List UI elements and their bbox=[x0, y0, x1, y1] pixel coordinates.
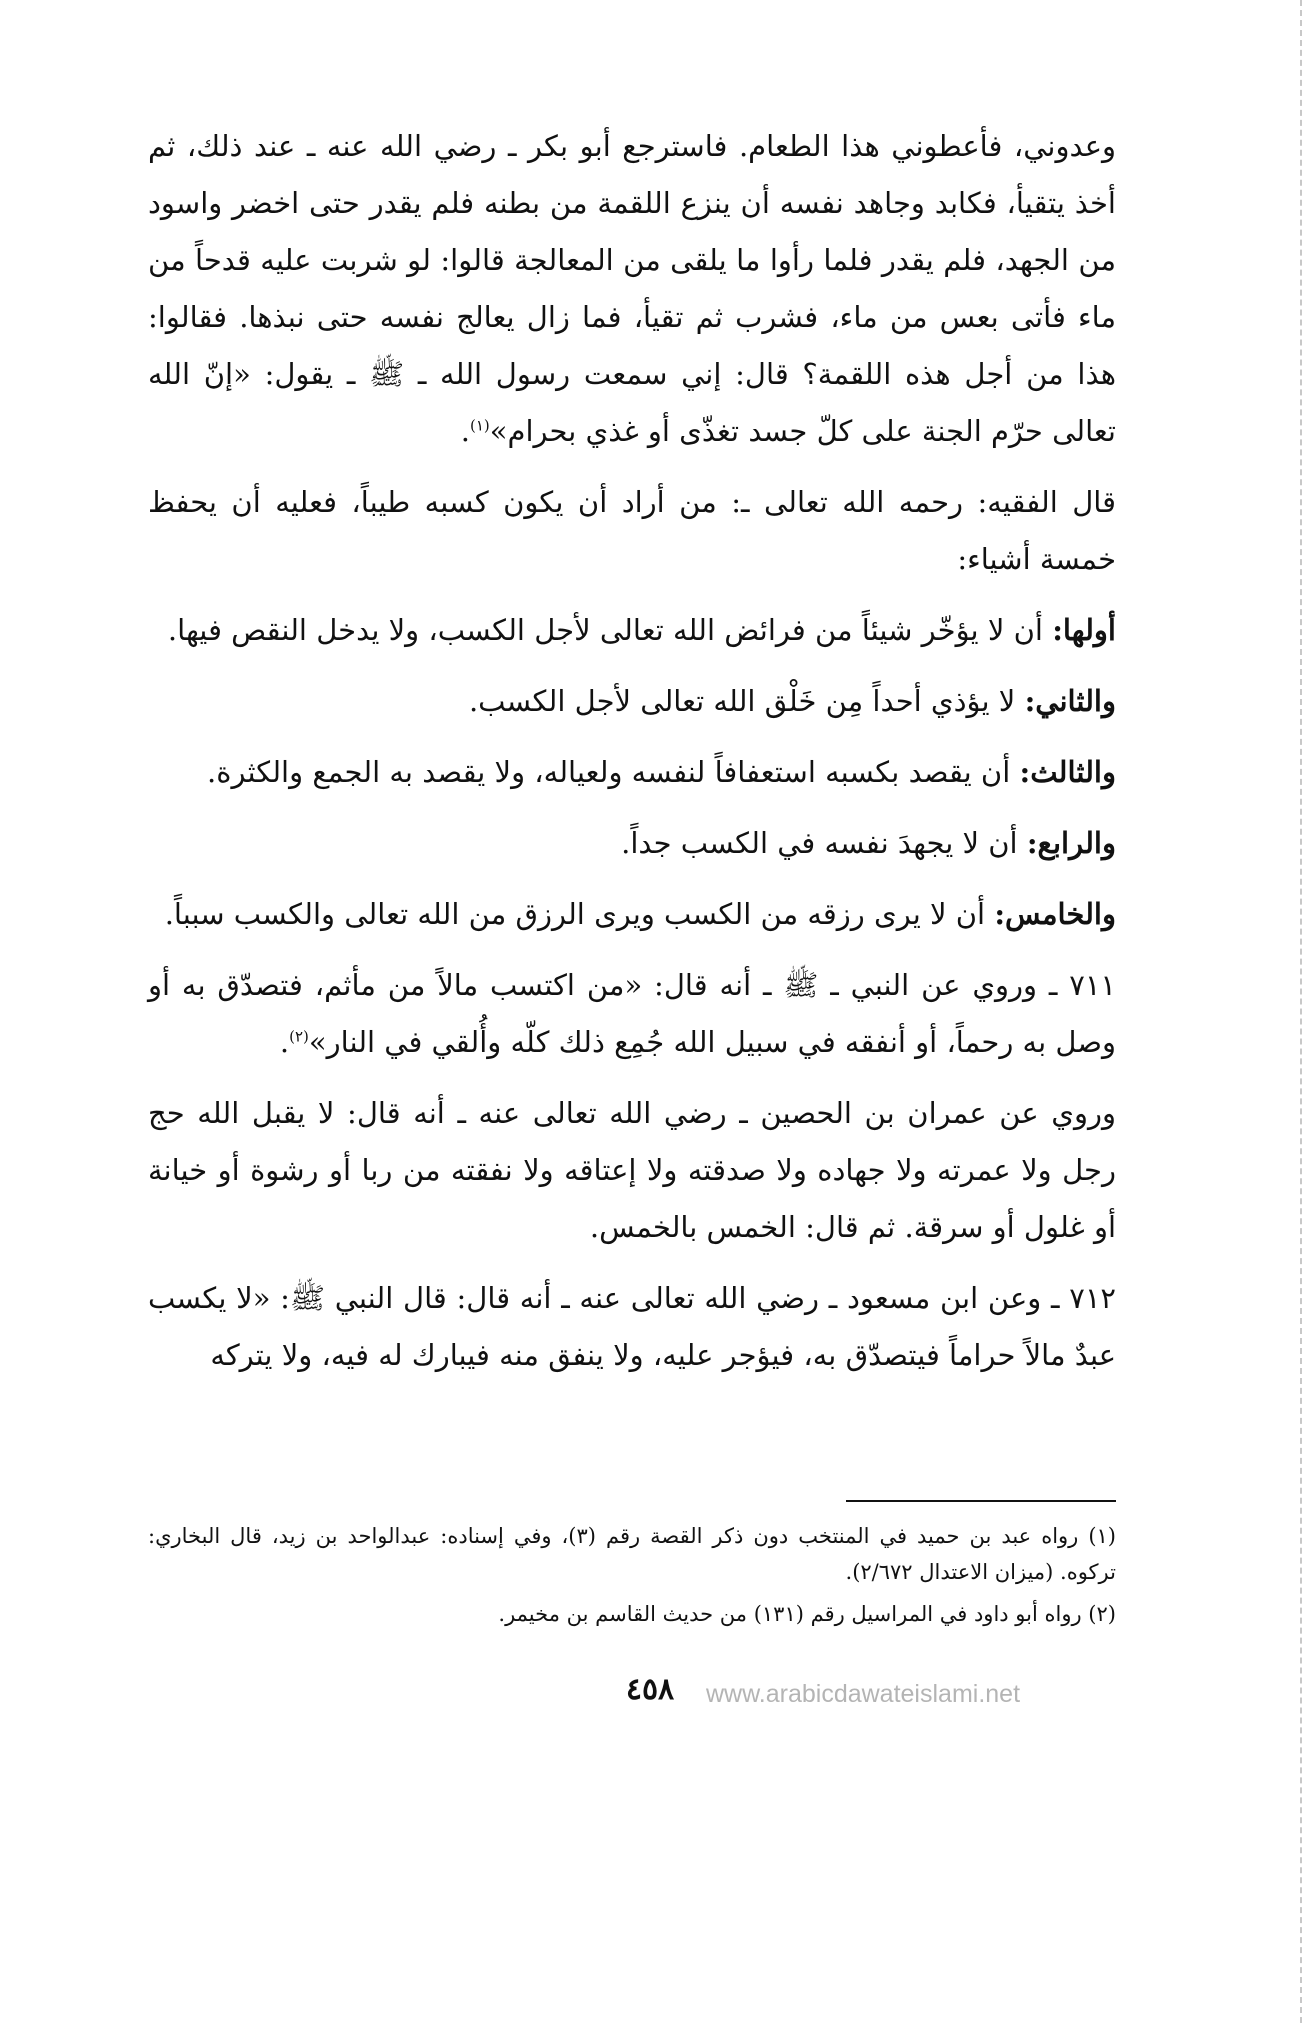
paragraph-3-text: أن لا يؤخّر شيئاً من فرائض الله تعالى لأجل الكسب، ولا يدخل النقص فيها. bbox=[167, 613, 1053, 647]
paragraph-1-end: . bbox=[460, 414, 470, 448]
scan-edge-line bbox=[1300, 0, 1302, 2023]
paragraph-7-text: أن لا يرى رزقه من الكسب ويرى الرزق من الله تعالى والكسب سبباً. bbox=[164, 897, 995, 931]
paragraph-1 bbox=[148, 118, 1116, 460]
watermark-url: www.arabicdawateislami.net bbox=[706, 1680, 1021, 1708]
paragraph-4 bbox=[148, 673, 1116, 730]
footnotes bbox=[148, 1518, 1116, 1638]
paragraph-10: ٧١٢ ـ وعن ابن مسعود ـ رضي الله تعالى عنه ـ أنه قال: قال النبي ﷺ: «لا يكسب عبدٌ مالاً حراماً فيتصدّق به، فيؤجر عليه، ولا ينفق منه فيبارك له فيه، ولا يتركه bbox=[148, 1281, 1116, 1372]
paragraph-1-text: وعدوني، فأعطوني هذا الطعام. فاسترجع أبو بكر ـ رضي الله عنه ـ عند ذلك، ثم أخذ يتقيأ، فكابد وجاهد نفسه أن ينزع اللقمة من بطنه فلم يقدر حتى اخضر واسود من الجهد، فلم يقدر فلما رأوا ما يلقى من المعالجة قالوا: لو شربت عليه قدحاً من ماء فأتى بعس من ماء، فشرب ثم تقيأ، فما زال يعالج نفسه حتى نبذها. فقالوا: هذا من أجل هذه اللقمة؟ قال: إني سمعت رسول الله ـ ﷺ ـ يقول: «إنّ الله تعالى حرّم الجنة على كلّ جسد تغذّى أو غذي بحرام» bbox=[148, 129, 1116, 448]
paragraph-8 bbox=[148, 957, 1116, 1071]
footnote-2: (٢) رواه أبو داود في المراسيل رقم (١٣١) من حديث القاسم بن مخيمر. bbox=[498, 1602, 1116, 1626]
footnote-ref-2: (٢) bbox=[289, 1027, 309, 1046]
paragraph-9: وروي عن عمران بن الحصين ـ رضي الله تعالى عنه ـ أنه قال: لا يقبل الله حج رجل ولا عمرته ولا جهاده ولا صدقته ولا إعتاقه ولا نفقته من ربا أو رشوة أو خيانة أو غلول أو سرقة. ثم قال: الخمس بالخمس. bbox=[148, 1096, 1116, 1244]
paragraph-6-text: أن لا يجهدَ نفسه في الكسب جداً. bbox=[621, 826, 1027, 860]
paragraph-4-lead: والثاني: bbox=[1024, 684, 1116, 718]
paragraph-8-text: ٧١١ ـ وروي عن النبي ـ ﷺ ـ أنه قال: «من اكتسب مالاً من مأثم، فتصدّق به أو وصل به رحماً، أو أنفقه في سبيل الله جُمِع ذلك كلّه وأُلقي في النار» bbox=[148, 968, 1116, 1059]
page-number: ٤٥٨ bbox=[625, 1672, 675, 1707]
paragraph-8-end: . bbox=[279, 1025, 290, 1059]
paragraph-2: قال الفقيه: رحمه الله تعالى ـ: من أراد أن يكون كسبه طيباً، فعليه أن يحفظ خمسة أشياء: bbox=[148, 485, 1116, 576]
main-text bbox=[148, 118, 1116, 1398]
paragraph-3-lead: أولها: bbox=[1052, 613, 1116, 647]
footnote-ref-1: (١) bbox=[470, 416, 490, 435]
paragraph-5-text: أن يقصد بكسبه استعفافاً لنفسه ولعياله، ولا يقصد به الجمع والكثرة. bbox=[207, 755, 1020, 789]
paragraph-5 bbox=[148, 744, 1116, 801]
paragraph-6-lead: والرابع: bbox=[1026, 826, 1116, 860]
paragraph-3 bbox=[148, 602, 1116, 659]
paragraph-7-lead: والخامس: bbox=[994, 897, 1116, 931]
footnote-divider bbox=[846, 1500, 1116, 1502]
paragraph-6 bbox=[148, 815, 1116, 872]
paragraph-7 bbox=[148, 886, 1116, 943]
footnote-1: (١) رواه عبد بن حميد في المنتخب دون ذكر القصة رقم (٣)، وفي إسناده: عبدالواحد بن زيد، قال البخاري: تركوه. (ميزان الاعتدال ٢/٦٧٢). bbox=[148, 1524, 1116, 1584]
paragraph-5-lead: والثالث: bbox=[1019, 755, 1116, 789]
paragraph-4-text: لا يؤذي أحداً مِن خَلْق الله تعالى لأجل الكسب. bbox=[468, 684, 1025, 718]
